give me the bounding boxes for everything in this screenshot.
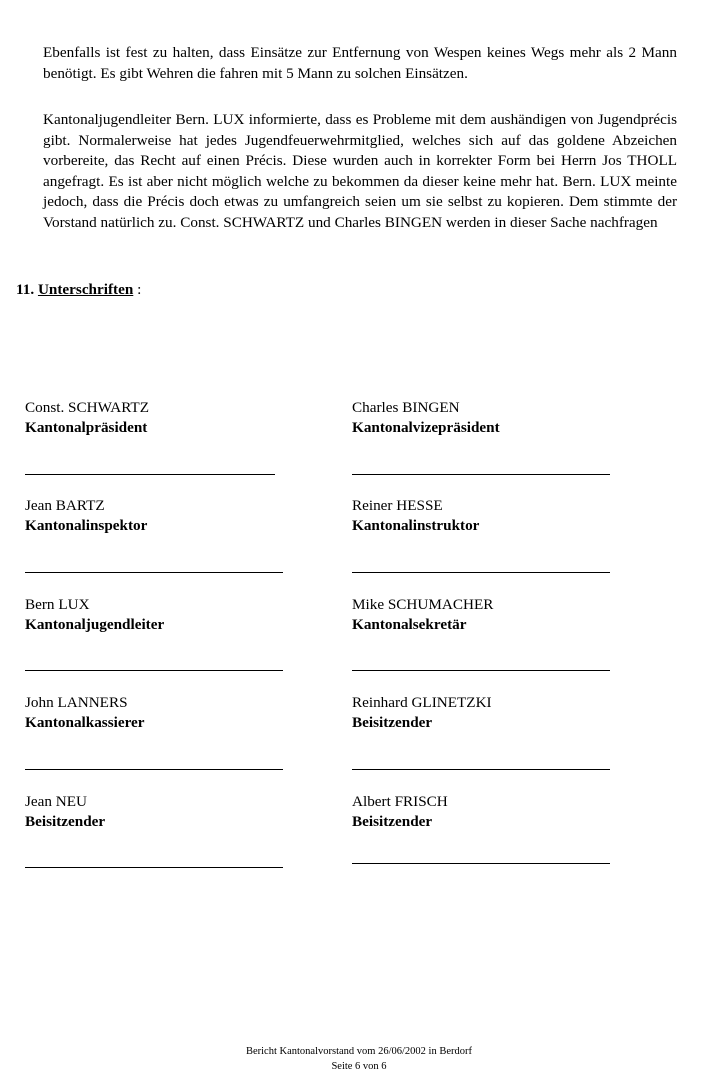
signature-line [352, 769, 610, 770]
paragraph-wespen: Ebenfalls ist fest zu halten, dass Einsätze zur Entfernung von Wespen keines Wegs mehr als 2 Mann benötigt. Es gibt Wehren die fahren mit 5 Mann zu solchen Einsätzen. [43, 44, 677, 82]
section-suffix: : [133, 281, 142, 298]
signature-block-beisitzender-neu [25, 792, 105, 832]
signature-line [25, 769, 283, 770]
signatory-name: Bern LUX [25, 596, 90, 613]
signature-line [352, 572, 610, 573]
signatory-role: Kantonalinspektor [25, 517, 148, 534]
signature-block-praesident [25, 398, 149, 438]
signature-block-kassierer [25, 693, 145, 733]
section-number: 11. [16, 281, 35, 298]
signature-line [352, 863, 610, 864]
signatory-name: Charles BINGEN [352, 399, 460, 416]
signatory-name: Reinhard GLINETZKI [352, 694, 492, 711]
section-heading [16, 280, 141, 300]
signatory-role: Kantonalvizepräsident [352, 419, 500, 436]
footer-page-number: Seite 6 von 6 [331, 1061, 387, 1072]
signatory-name: Jean BARTZ [25, 497, 105, 514]
signature-block-jugendleiter [25, 595, 164, 635]
signatory-role: Kantonalpräsident [25, 419, 148, 436]
signatory-name: Reiner HESSE [352, 497, 443, 514]
signature-line [25, 474, 275, 475]
signature-block-beisitzender-glinetzki [352, 693, 492, 733]
signatory-name: Albert FRISCH [352, 793, 448, 810]
signatory-role: Beisitzender [352, 813, 433, 830]
signatory-name: John LANNERS [25, 694, 128, 711]
signatory-role: Kantonalsekretär [352, 616, 467, 633]
signatory-name: Mike SCHUMACHER [352, 596, 494, 613]
signatory-role: Kantonalinstruktor [352, 517, 480, 534]
footer-report-title: Bericht Kantonalvorstand vom 26/06/2002 in Berdorf [245, 1046, 472, 1057]
signature-block-beisitzender-frisch [352, 792, 448, 832]
section-title: Unterschriften [37, 281, 134, 298]
signature-block-sekretaer [352, 595, 493, 635]
signatory-role: Kantonaljugendleiter [25, 616, 165, 633]
paragraph-jugendprecis: Kantonaljugendleiter Bern. LUX informierte, dass es Probleme mit dem aushändigen von Jugendprécis gibt. Normalerweise hat jedes Jugendfeuerwehrmitglied, welches sich auf das goldene Abzeichen vorbereite, das Recht auf einen Précis. Diese wurden auch in korrekter Form bei Herrn Jos THOLL angefragt. Es ist aber nicht möglich welche zu bekommen da dieser keine mehr hat. Bern. LUX meinte jedoch, dass die Précis doch etwas zu umfangreich seien um sie selbst zu kopieren. Dem stimmte der Vorstand natürlich zu. Const. SCHWARTZ und Charles BINGEN werden in dieser Sache nachfragen [43, 111, 677, 231]
signature-line [25, 572, 283, 573]
signature-line [25, 670, 283, 671]
signature-block-inspektor [25, 496, 147, 536]
signatory-role: Kantonalkassierer [25, 714, 145, 731]
signature-line [352, 474, 610, 475]
signature-line [352, 670, 610, 671]
signatory-role: Beisitzender [25, 813, 106, 830]
signatory-name: Jean NEU [25, 793, 87, 810]
signature-block-vizepraesident [352, 398, 500, 438]
signatory-name: Const. SCHWARTZ [25, 399, 149, 416]
signatory-role: Beisitzender [352, 714, 433, 731]
signature-block-instruktor [352, 496, 479, 536]
signature-line [25, 867, 283, 868]
